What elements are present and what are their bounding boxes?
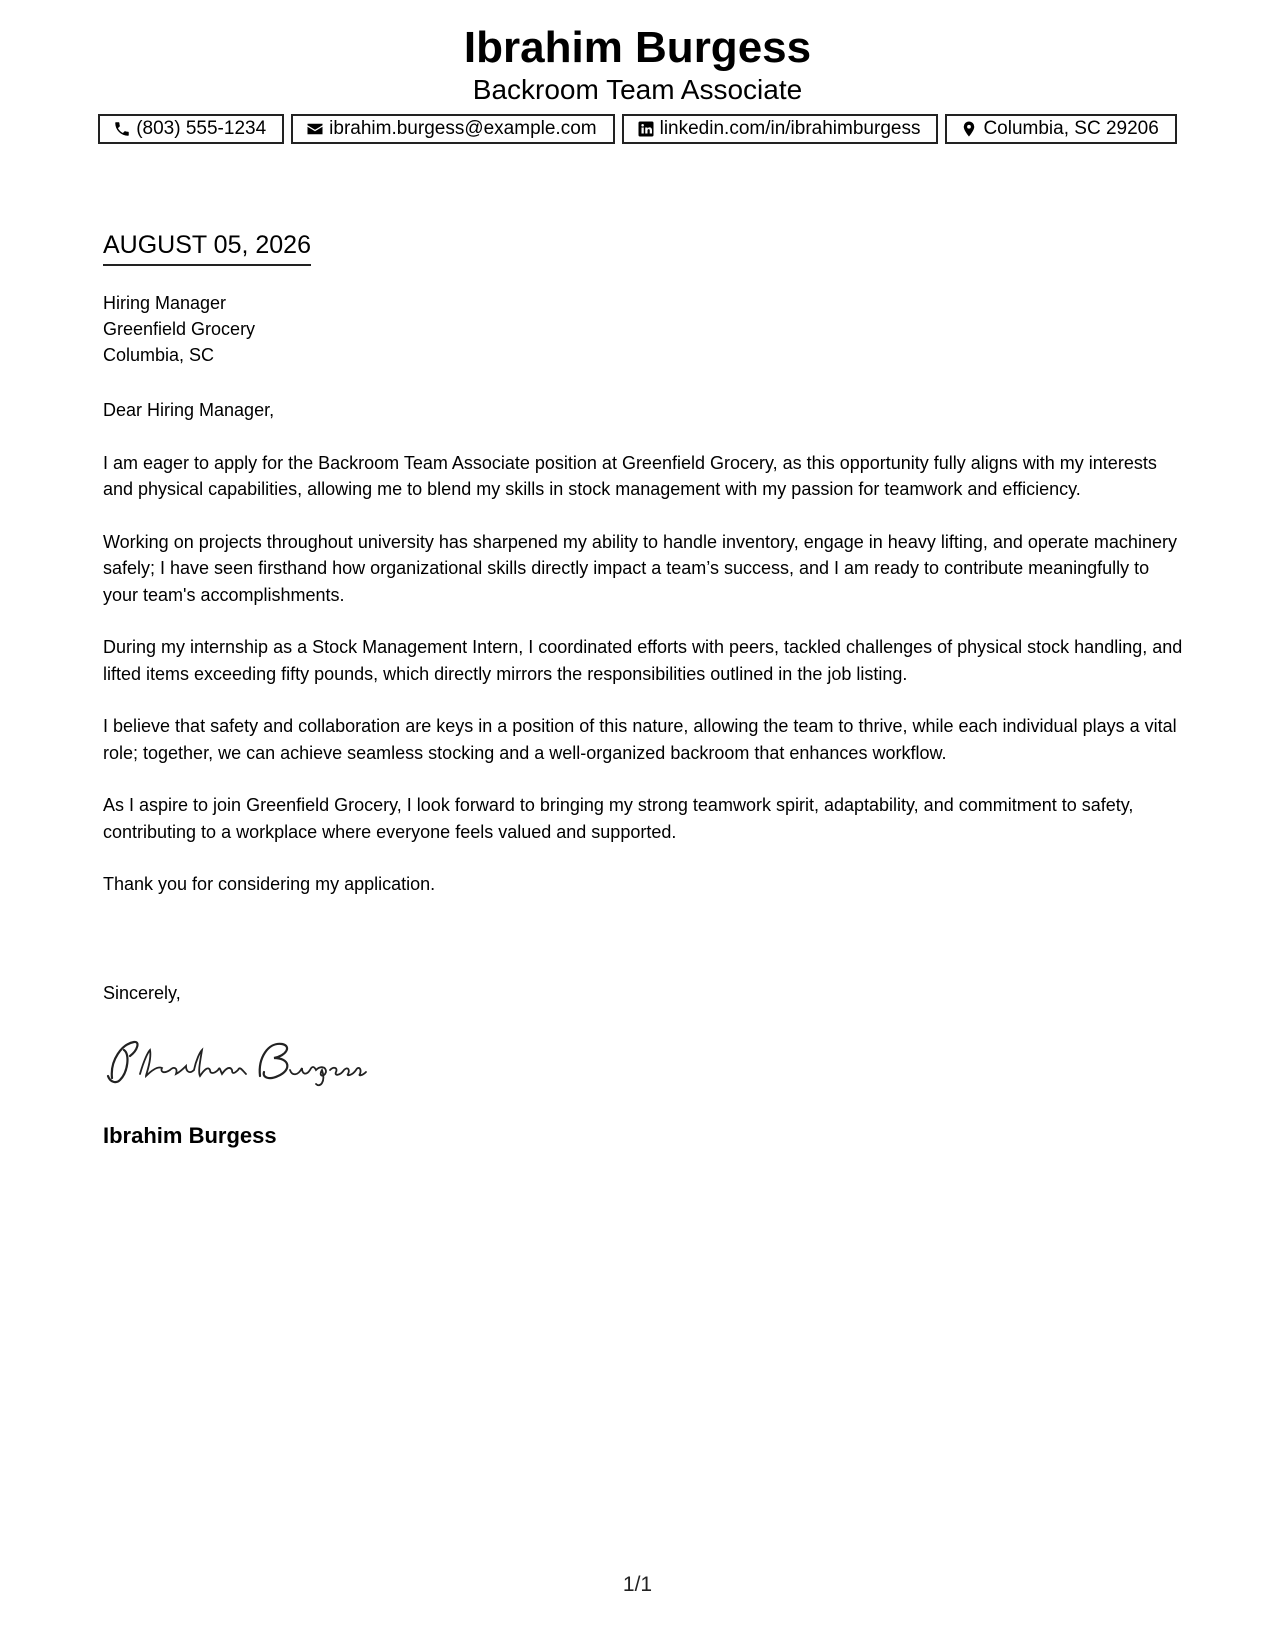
email-text: ibrahim.burgess@example.com: [329, 118, 597, 139]
job-title: Backroom Team Associate: [472, 74, 803, 105]
recipient-title: Hiring Manager: [103, 293, 227, 313]
letter-date: AUGUST 05, 2026: [103, 230, 311, 266]
map-pin-icon: [959, 119, 979, 139]
phone-icon: [112, 119, 132, 139]
letter-header: [0, 22, 1275, 106]
closing: Sincerely,: [103, 983, 181, 1003]
linkedin-icon: [636, 119, 656, 139]
recipient-location: Columbia, SC: [103, 345, 215, 365]
recipient-block: [103, 290, 255, 368]
contact-email[interactable]: [291, 114, 614, 144]
salutation: Dear Hiring Manager,: [103, 400, 275, 420]
contact-phone: [98, 114, 284, 144]
body-paragraph: Working on projects throughout university has sharpened my ability to handle inventory, engage in heavy lifting, and operate machinery safely; I have seen firsthand how organizational skills directly impact a team’s success, and I am ready to contribute meaningfully to your team's accomplishments.: [103, 531, 1177, 605]
linkedin-text: linkedin.com/in/ibrahimburgess: [659, 118, 921, 139]
body-paragraph: I am eager to apply for the Backroom Team Associate position at Greenfield Grocery, as this opportunity fully aligns with my interests and physical capabilities, allowing me to blend my skills in stock management with my passion for teamwork and efficiency.: [103, 452, 1157, 499]
applicant-name: Ibrahim Burgess: [463, 23, 812, 72]
signed-name: Ibrahim Burgess: [103, 1123, 277, 1148]
thank-you-line: Thank you for considering my application.: [103, 874, 436, 894]
contact-linkedin[interactable]: [622, 114, 939, 144]
body-paragraph: During my internship as a Stock Management Intern, I coordinated efforts with peers, tackled challenges of physical stock handling, and lifted items exceeding fifty pounds, which directly mirrors the responsibilities outlined in the job listing.: [103, 637, 1183, 684]
location-text: Columbia, SC 29206: [983, 118, 1159, 139]
recipient-company: Greenfield Grocery: [103, 319, 256, 339]
body-paragraph: As I aspire to join Greenfield Grocery, I look forward to bringing my strong teamwork spirit, adaptability, and commitment to safety, contributing to a workplace where everyone feels valued and supported.: [103, 795, 1134, 842]
handwritten-signature: [100, 1030, 370, 1090]
contact-location: [945, 114, 1176, 144]
letter-body: [103, 397, 1183, 924]
contact-bar: [0, 114, 1275, 144]
body-paragraph: I believe that safety and collaboration are keys in a position of this nature, allowing the team to thrive, while each individual plays a vital role; together, we can achieve seamless stocking and a well-organized backroom that enhances workflow.: [103, 716, 1177, 763]
page-number: 1/1: [622, 1573, 653, 1596]
envelope-icon: [305, 119, 325, 139]
phone-text: (803) 555-1234: [136, 118, 267, 139]
